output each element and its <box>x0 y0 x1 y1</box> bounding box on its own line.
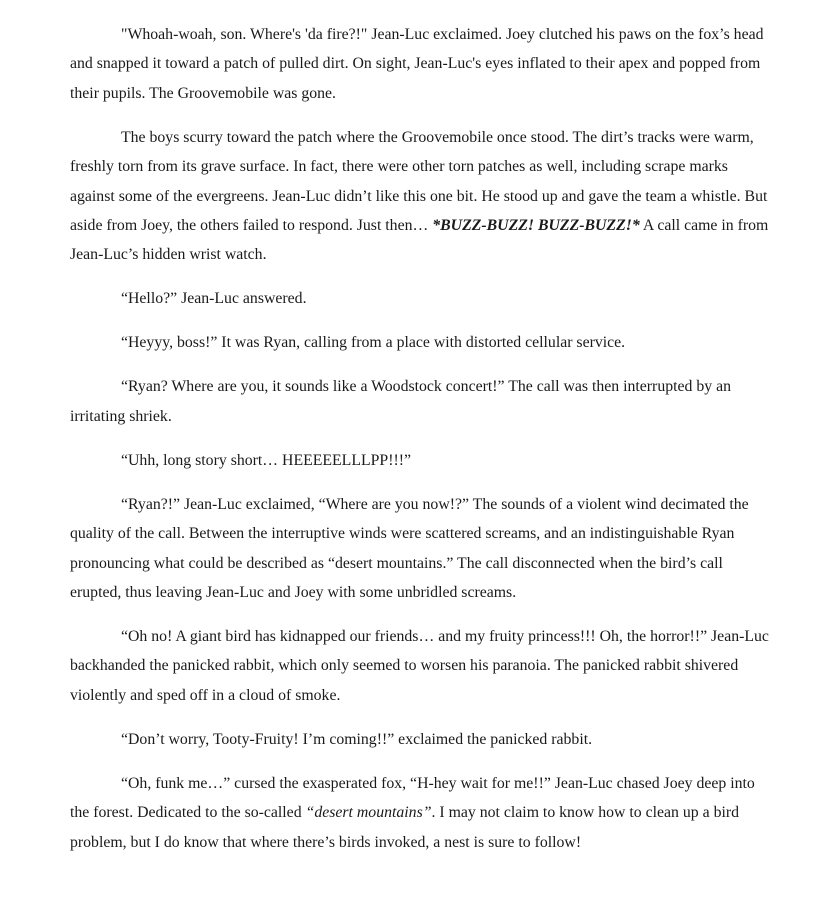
paragraph-7: “Ryan?!” Jean-Luc exclaimed, “Where are you now!?” The sounds of a violent wind decimated the quality of the call. Between the interruptive winds were scattered screams, and an indistinguishable Ryan pronouncing what could be described as “desert mountains.” The call disconnected when the bird’s call erupted, thus leaving Jean-Luc and Joey with some unbridled screams. <box>70 495 749 602</box>
paragraph-3: “Hello?” Jean-Luc answered. <box>121 290 307 308</box>
paragraph-10-text-after: . I may not claim to know how to clean up a bird problem, but I do know that where there’s birds invoked, a nest is sure to follow! <box>70 804 740 851</box>
paragraph-9: “Don’t worry, Tooty-Fruity! I’m coming!!” exclaimed the panicked rabbit. <box>121 730 593 748</box>
paragraph-2 <box>70 123 770 270</box>
paragraph-8: “Oh no! A giant bird has kidnapped our friends… and my fruity princess!!! Oh, the horror!!” Jean-Luc backhanded the panicked rabbit, which only seemed to worsen his paranoia. The panicked rabbit shivered violently and sped off in a cloud of smoke. <box>70 628 769 704</box>
paragraph-10-text-before: “Oh, funk me…” cursed the exasperated fox, “H-hey wait for me!!” Jean-Luc chased Joey deep into the forest. Dedicated to the so-called <box>70 774 755 822</box>
paragraph-1: "Whoah-woah, son. Where's 'da fire?!" Jean-Luc exclaimed. Joey clutched his paws on the fox’s head and snapped it toward a patch of pulled dirt. On sight, Jean-Luc's eyes inflated to their apex and popped from their pupils. The Groovemobile was gone. <box>70 26 764 102</box>
paragraph-10-desert-mountains-emphasis: “desert mountains” <box>305 804 432 822</box>
paragraph-10 <box>70 769 770 857</box>
paragraph-4: “Heyyy, boss!” It was Ryan, calling from a place with distorted cellular service. <box>121 334 626 352</box>
paragraph-6: “Uhh, long story short… HEEEEELLLPP!!!” <box>121 451 411 469</box>
paragraph-5: “Ryan? Where are you, it sounds like a Woodstock concert!” The call was then interrupted by an irritating shriek. <box>70 378 732 425</box>
paragraph-2-text-after: A call came in from Jean-Luc’s hidden wrist watch. <box>70 217 769 264</box>
paragraph-2-buzz-emphasis: *BUZZ-BUZZ! BUZZ-BUZZ!* <box>432 217 640 235</box>
paragraph-2-text-before: The boys scurry toward the patch where the Groovemobile once stood. The dirt’s tracks were warm, freshly torn from its grave surface. In fact, there were other torn patches as well, including scrape marks against some of the evergreens. Jean-Luc didn’t like this one bit. He stood up and gave the team a whistle. But aside from Joey, the others failed to respond. Just then… <box>70 128 768 235</box>
document-page <box>70 20 770 857</box>
